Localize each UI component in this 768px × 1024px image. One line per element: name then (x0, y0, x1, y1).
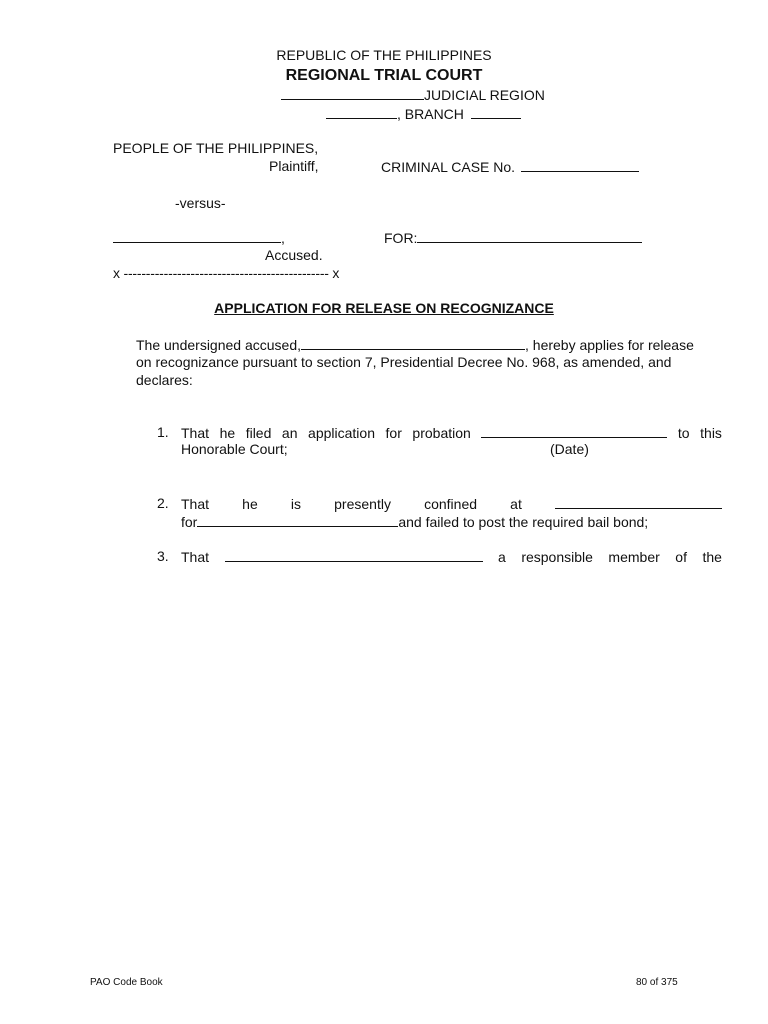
footer-page-number: 80 of 375 (636, 977, 678, 988)
criminal-case-blank[interactable] (521, 158, 639, 172)
intro-line-1 (136, 336, 694, 354)
item-3-line-1 (181, 548, 722, 566)
accused-name-blank[interactable] (113, 229, 281, 243)
branch-label: , BRANCH (397, 106, 464, 122)
item-2-word: presently (334, 496, 391, 512)
item-2-word: at (510, 496, 522, 512)
region-number-blank[interactable] (326, 105, 397, 119)
branch-blank[interactable] (471, 105, 521, 119)
item-1-number: 1. (157, 424, 169, 440)
intro-text-2: , hereby applies for release (525, 337, 694, 353)
intro-text-1: The undersigned accused, (136, 337, 301, 353)
item-1-word: filed (245, 425, 272, 441)
footer-book-title: PAO Code Book (90, 977, 163, 988)
versus-label: -versus- (175, 195, 226, 211)
item-3-word: the (702, 549, 722, 565)
plaintiff-label: Plaintiff, (269, 158, 319, 174)
item-1-word: for (385, 425, 402, 441)
accused-name-line (113, 229, 285, 247)
accused-comma: , (281, 230, 285, 246)
region-label: JUDICIAL REGION (424, 87, 545, 103)
item-1-word: to (677, 425, 690, 441)
item-3-word: of (675, 549, 687, 565)
item-2-number: 2. (157, 495, 169, 511)
region-blank[interactable] (281, 86, 424, 100)
item-2-suffix: and failed to post the required bail bond; (398, 514, 649, 530)
item-3-word: member (608, 549, 660, 565)
item-3-number: 3. (157, 548, 169, 564)
item-2-word: That (181, 496, 210, 512)
item-1-line-1 (181, 424, 722, 442)
people-party: PEOPLE OF THE PHILIPPINES, (113, 140, 319, 156)
item-2-word: confined (424, 496, 478, 512)
item-2-for: for (181, 514, 198, 530)
item-1-word: That (181, 425, 210, 441)
criminal-case-line (381, 158, 639, 176)
item-1-word: application (308, 425, 375, 441)
item-1-word: he (219, 425, 236, 441)
republic-heading: REPUBLIC OF THE PHILIPPINES (276, 47, 492, 63)
caption-separator: x ---------------------------------------------- x (113, 265, 340, 281)
responsible-member-blank[interactable] (225, 548, 483, 562)
court-heading: REGIONAL TRIAL COURT (285, 67, 483, 84)
item-2-line-2 (181, 513, 648, 531)
item-1-word: this (700, 425, 722, 441)
judicial-region-line (281, 86, 545, 104)
date-caption: (Date) (550, 441, 589, 457)
undersigned-accused-blank[interactable] (301, 336, 525, 350)
confinement-reason-blank[interactable] (197, 513, 398, 527)
item-1-word: an (281, 425, 298, 441)
item-2-word: is (290, 496, 301, 512)
intro-line-3: declares: (136, 372, 193, 388)
offense-line (384, 229, 642, 247)
branch-line (326, 105, 521, 123)
intro-line-2: on recognizance pursuant to section 7, Presidential Decree No. 968, as amended, and (136, 354, 672, 370)
for-label: FOR: (384, 230, 418, 246)
accused-label: Accused. (265, 247, 323, 263)
item-2-word: he (242, 496, 258, 512)
probation-date-blank[interactable] (481, 424, 667, 438)
item-2-line-1 (181, 495, 722, 513)
criminal-case-label: CRIMINAL CASE No. (381, 159, 516, 175)
item-3-word: responsible (521, 549, 593, 565)
item-1-line-2: Honorable Court; (181, 441, 288, 457)
item-3-word: a (498, 549, 506, 565)
confinement-place-blank[interactable] (555, 495, 722, 509)
offense-blank[interactable] (417, 229, 642, 243)
document-title: APPLICATION FOR RELEASE ON RECOGNIZANCE (214, 300, 554, 316)
item-3-word: That (181, 549, 210, 565)
item-1-word: probation (412, 425, 471, 441)
